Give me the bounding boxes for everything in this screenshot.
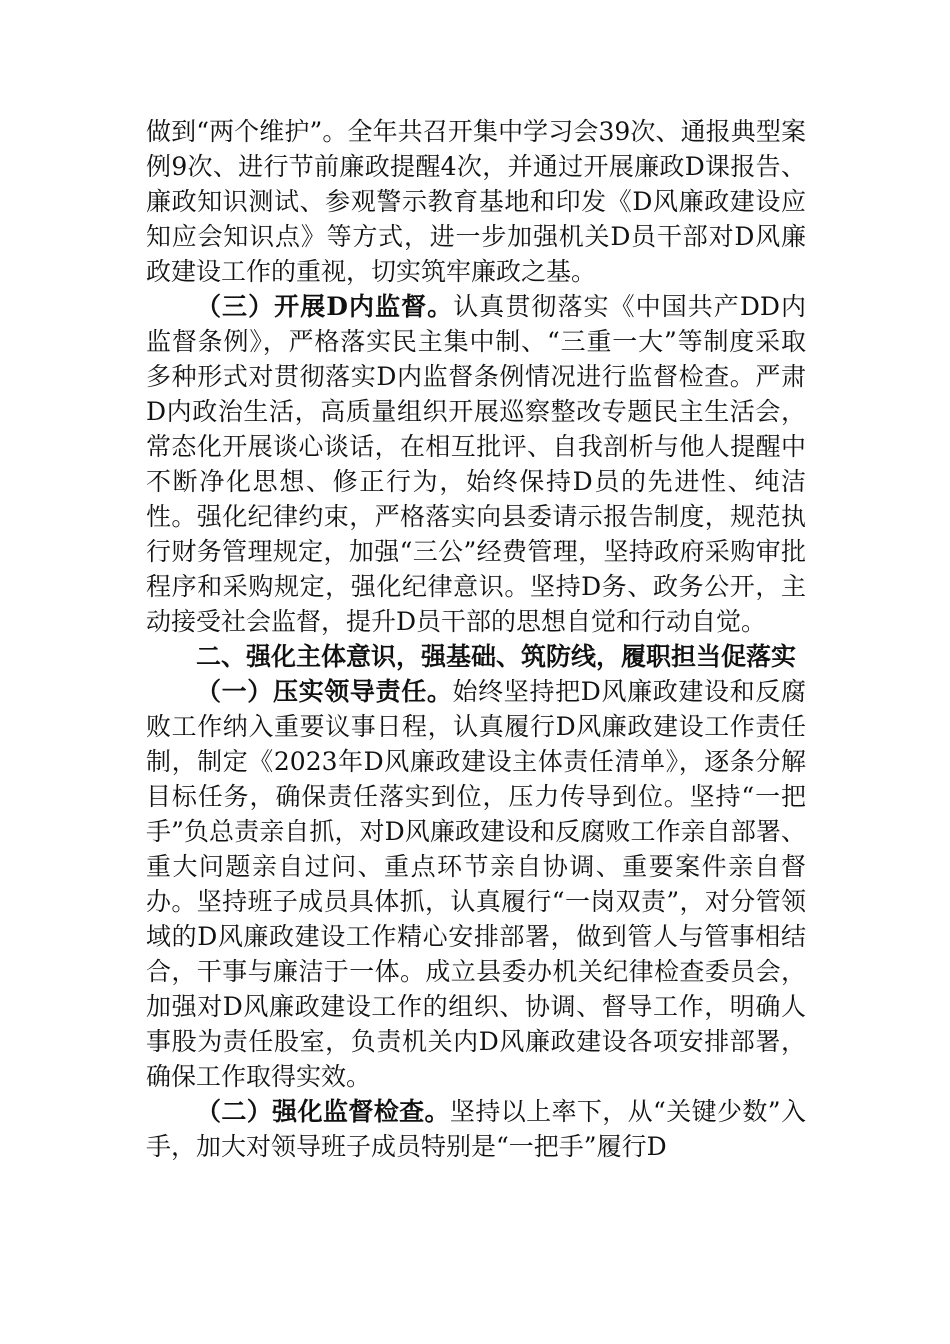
paragraph-lead-heading: （二）强化监督检查。 [196,1097,450,1126]
paragraph-continuation: 做到“两个维护”。全年共召开集中学习会39次、通报典型案例9次、进行节前廉政提醒4次，并通过开展廉政D课报告、廉政知识测试、参观警示教育基地和印发《D风廉政建设应知应会知识点》等方式，进一步加强机关D员干部对D风廉政建设工作的重视，切实筑牢廉政之基。 [146,117,806,286]
paragraph-leadership-responsibility [146,674,806,1094]
paragraph-lead-heading: （一）压实领导责任。 [196,677,453,706]
paragraph-lead-heading: （三）开展D内监督。 [196,292,454,321]
section-heading: 二、强化主体意识，强基础、筑防线，履职担当促落实 [196,642,797,671]
paragraph-body-text: 始终坚持把D风廉政建设和反腐败工作纳入重要议事日程，认真履行D风廉政建设工作责任制，制定《2023年D风廉政建设主体责任清单》，逐条分解目标任务，确保责任落实到位，压力传导到位。坚持“一把手”负总责亲自抓，对D风廉政建设和反腐败工作亲自部署、重大问题亲自过问、重点环节亲自协调、重要案件亲自督办。坚持班子成员具体抓，认真履行“一岗双责”，对分管领域的D风廉政建设工作精心安排部署，做到管人与管事相结合，干事与廉洁于一体。成立县委办机关纪律检查委员会，加强对D风廉政建设工作的组织、协调、督导工作，明确人事股为责任股室，负责机关内D风廉政建设各项安排部署，确保工作取得实效。 [146,677,806,1091]
document-body [146,114,806,1164]
paragraph-supervision-inspection [146,1094,806,1164]
paragraph-body-text: 坚持以上率下，从“关键少数”入手，加大对领导班子成员特别是“一把手”履行D [146,1097,806,1161]
paragraph-body-text: 认真贯彻落实《中国共产DD内监督条例》，严格落实民主集中制、“三重一大”等制度采取多种形式对贯彻落实D内监督条例情况进行监督检查。严肃D内政治生活，高质量组织开展巡察整改专题民主生活会，常态化开展谈心谈话，在相互批评、自我剖析与他人提醒中不断净化思想、修正行为，始终保持D员的先进性、纯洁性。强化纪律约束，严格落实向县委请示报告制度，规范执行财务管理规定，加强“三公”经费管理，坚持政府采购审批程序和采购规定，强化纪律意识。坚持D务、政务公开，主动接受社会监督，提升D员干部的思想自觉和行动自觉。 [146,292,807,636]
paragraph-party-supervision [146,289,806,639]
